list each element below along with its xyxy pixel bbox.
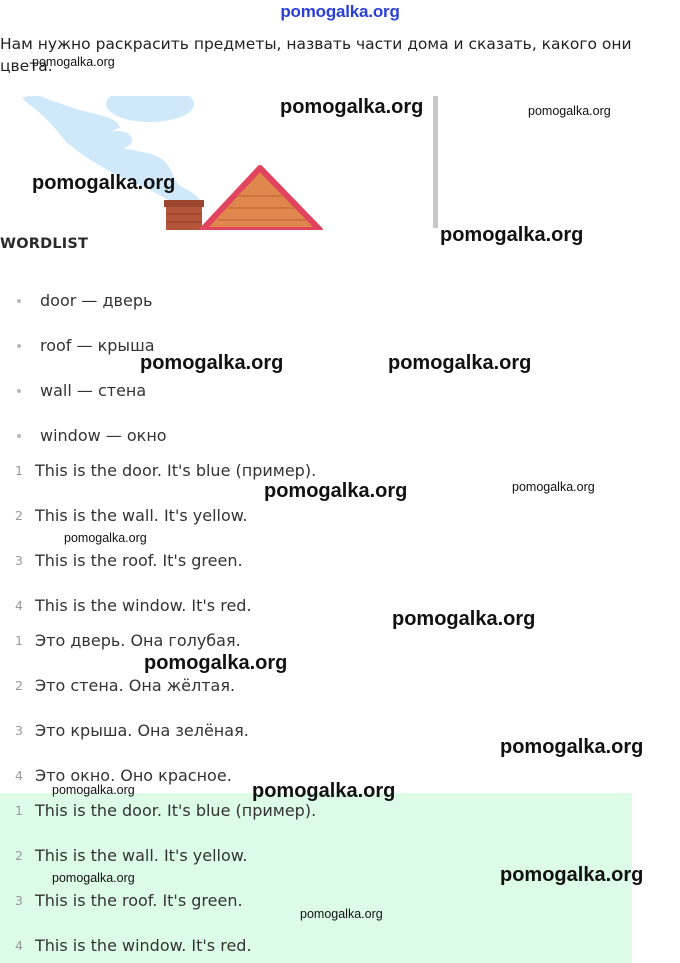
line-number: 1: [15, 803, 23, 818]
watermark: pomogalka.org: [32, 55, 115, 69]
line-number: 3: [15, 893, 23, 908]
bullet-icon: [17, 389, 21, 393]
line-number: 1: [15, 463, 23, 478]
exercise-line: [0, 663, 620, 708]
line-text: This is the door. It's blue (пример).: [35, 461, 317, 480]
line-number: 1: [15, 633, 23, 648]
exercise-russian: [0, 618, 620, 798]
line-text: This is the door. It's blue (пример).: [35, 801, 317, 820]
smoke-puff: [106, 96, 194, 122]
bullet-icon: [17, 299, 21, 303]
line-text: This is the wall. It's yellow.: [35, 846, 248, 865]
bullet-icon: [17, 434, 21, 438]
line-number: 2: [15, 678, 23, 693]
line-number: 4: [15, 938, 23, 953]
watermark: pomogalka.org: [32, 172, 176, 194]
watermark: pomogalka.org: [500, 864, 644, 886]
watermark: pomogalka.org: [392, 608, 536, 630]
watermark: pomogalka.org: [512, 480, 595, 494]
site-header[interactable]: pomogalka.org: [280, 2, 400, 21]
watermark: pomogalka.org: [500, 736, 644, 758]
vertical-divider: [433, 96, 438, 228]
line-number: 3: [15, 723, 23, 738]
wordlist-item: window — окно: [0, 413, 420, 458]
line-number: 2: [15, 848, 23, 863]
watermark: pomogalka.org: [300, 907, 383, 921]
wordlist-item: door — дверь: [0, 278, 420, 323]
wordlist-title: WORDLIST: [0, 236, 89, 252]
line-text: Это дверь. Она голубая.: [35, 631, 241, 650]
watermark: pomogalka.org: [144, 652, 288, 674]
line-text: This is the roof. It's green.: [35, 551, 243, 570]
answer-line: [0, 923, 620, 963]
watermark: pomogalka.org: [264, 480, 408, 502]
line-text: Это стена. Она жёлтая.: [35, 676, 236, 695]
line-number: 3: [15, 553, 23, 568]
line-number: 4: [15, 598, 23, 613]
line-text: Это окно. Оно красное.: [35, 766, 232, 785]
wordlist-item: wall — стена: [0, 368, 420, 413]
smoke-puff: [104, 131, 132, 149]
watermark: pomogalka.org: [388, 352, 532, 374]
line-text: This is the roof. It's green.: [35, 891, 243, 910]
line-text: Это крыша. Она зелёная.: [35, 721, 249, 740]
bullet-icon: [17, 344, 21, 348]
watermark: pomogalka.org: [52, 871, 135, 885]
watermark: pomogalka.org: [440, 224, 584, 246]
chimney-cap: [164, 200, 204, 207]
watermark: pomogalka.org: [280, 96, 424, 118]
watermark: pomogalka.org: [252, 780, 396, 802]
watermark: pomogalka.org: [52, 783, 135, 797]
line-number: 2: [15, 508, 23, 523]
watermark: pomogalka.org: [528, 104, 611, 118]
line-number: 4: [15, 768, 23, 783]
wordlist-item: roof — крыша: [0, 323, 420, 368]
line-text: This is the window. It's red.: [35, 936, 252, 955]
line-text: This is the wall. It's yellow.: [35, 506, 248, 525]
task-intro: Нам нужно раскрасить предметы, назвать части дома и сказать, какого они цвета.: [0, 35, 632, 75]
line-text: This is the window. It's red.: [35, 596, 252, 615]
watermark: pomogalka.org: [64, 531, 147, 545]
watermark: pomogalka.org: [140, 352, 284, 374]
